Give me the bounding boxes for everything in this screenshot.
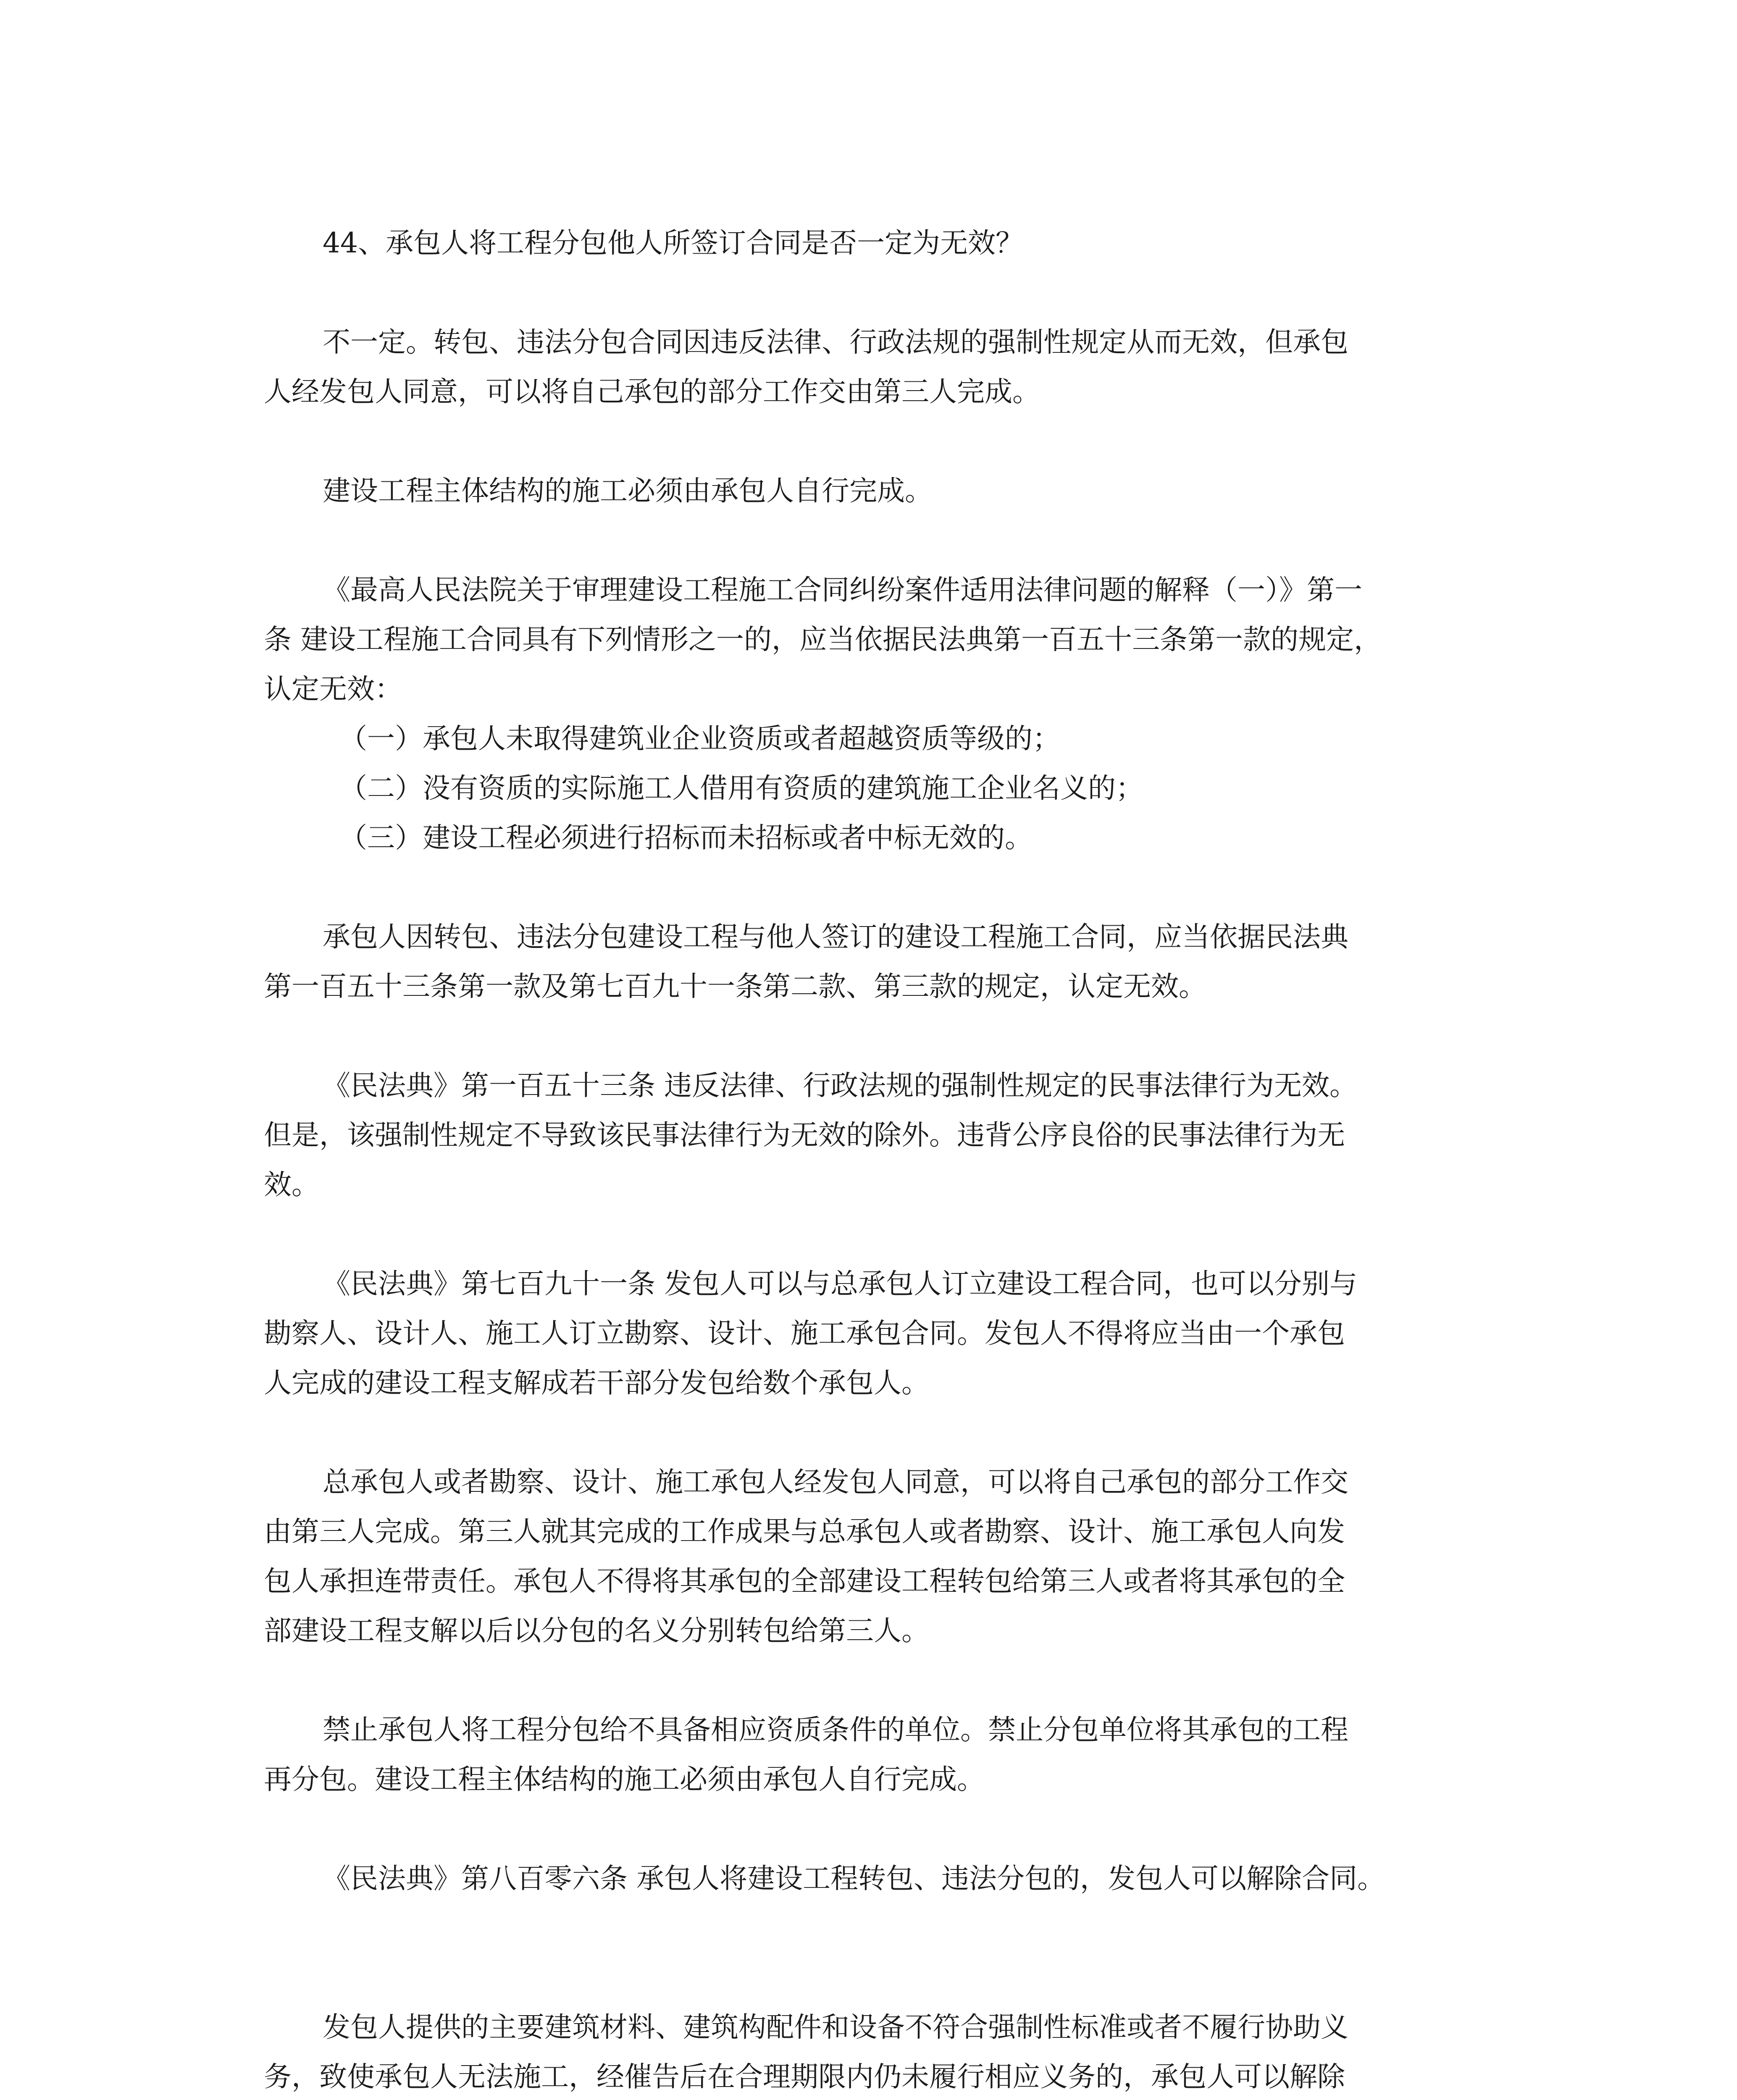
judicial-interpretation-paragraph bbox=[264, 565, 1490, 714]
text-line: 务，致使承包人无法施工，经催告后在合理期限内仍未履行相应义务的，承包人可以解除 bbox=[264, 2061, 1345, 2093]
subcontract-invalid-paragraph bbox=[264, 912, 1490, 1011]
joint-liability-paragraph bbox=[264, 1457, 1490, 1656]
civil-code-806-paragraph bbox=[264, 1854, 1490, 1903]
text-line: 人完成的建设工程支解成若干部分发包给数个承包人。 bbox=[264, 1367, 929, 1399]
list-item: （一）承包人未取得建筑业企业资质或者超越资质等级的； bbox=[339, 722, 1060, 755]
list-item: （三）建设工程必须进行招标而未招标或者中标无效的。 bbox=[339, 822, 1033, 854]
text-line: 发包人提供的主要建筑材料、建筑构配件和设备不符合强制性标准或者不履行协助义 bbox=[323, 2011, 1348, 2043]
text-line: 《民法典》第七百九十一条 发包人可以与总承包人订立建设工程合同，也可以分别与 bbox=[323, 1268, 1357, 1300]
text-line: 认定无效： bbox=[264, 673, 402, 705]
answer-paragraph bbox=[264, 318, 1490, 417]
text-line: 承包人因转包、违法分包建设工程与他人签订的建设工程施工合同，应当依据民法典 bbox=[323, 921, 1348, 953]
text-line: 条 建设工程施工合同具有下列情形之一的，应当依据民法典第一百五十三条第一款的规定， bbox=[264, 623, 1382, 656]
text-line: 勘察人、设计人、施工人订立勘察、设计、施工承包合同。发包人不得将应当由一个承包 bbox=[264, 1317, 1345, 1349]
text-line: 建设工程主体结构的施工必须由承包人自行完成。 bbox=[323, 475, 933, 507]
question-44 bbox=[264, 218, 1490, 268]
text-line: 人经发包人同意，可以将自己承包的部分工作交由第三人完成。 bbox=[264, 375, 1040, 408]
list-item: （二）没有资质的实际施工人借用有资质的建筑施工企业名义的； bbox=[339, 772, 1143, 804]
text-line: 但是，该强制性规定不导致该民事法律行为无效的除外。违背公序良俗的民事法律行为无 bbox=[264, 1119, 1345, 1151]
prohibition-paragraph bbox=[264, 1705, 1490, 1804]
text-line: 再分包。建设工程主体结构的施工必须由承包人自行完成。 bbox=[264, 1763, 985, 1796]
contractor-termination-paragraph bbox=[264, 2003, 1490, 2100]
text-line: 部建设工程支解以后以分包的名义分别转包给第三人。 bbox=[264, 1614, 929, 1647]
text-line: 第一百五十三条第一款及第七百九十一条第二款、第三款的规定，认定无效。 bbox=[264, 970, 1206, 1003]
text-line: 禁止承包人将工程分包给不具备相应资质条件的单位。禁止分包单位将其承包的工程 bbox=[323, 1714, 1348, 1746]
invalid-conditions-list bbox=[264, 714, 1490, 863]
text-line: 《最高人民法院关于审理建设工程施工合同纠纷案件适用法律问题的解释（一）》第一 bbox=[323, 574, 1362, 606]
text-line: 效。 bbox=[264, 1168, 319, 1201]
document-body bbox=[264, 218, 1490, 2100]
main-structure-paragraph bbox=[264, 466, 1490, 516]
text-line: 《民法典》第八百零六条 承包人将建设工程转包、违法分包的，发包人可以解除合同。 bbox=[323, 1862, 1385, 1895]
text-line: 包人承担连带责任。承包人不得将其承包的全部建设工程转包给第三人或者将其承包的全 bbox=[264, 1565, 1345, 1597]
text-line: 《民法典》第一百五十三条 违反法律、行政法规的强制性规定的民事法律行为无效。 bbox=[323, 1069, 1357, 1102]
text-line: 不一定。转包、违法分包合同因违反法律、行政法规的强制性规定从而无效，但承包 bbox=[323, 326, 1348, 358]
text-line: 总承包人或者勘察、设计、施工承包人经发包人同意，可以将自己承包的部分工作交 bbox=[323, 1466, 1348, 1498]
civil-code-153-paragraph bbox=[264, 1061, 1490, 1210]
text-line: 44、承包人将工程分包他人所签订合同是否一定为无效？ bbox=[323, 227, 1023, 259]
text-line: 由第三人完成。第三人就其完成的工作成果与总承包人或者勘察、设计、施工承包人向发 bbox=[264, 1515, 1345, 1548]
civil-code-791-paragraph bbox=[264, 1259, 1490, 1408]
